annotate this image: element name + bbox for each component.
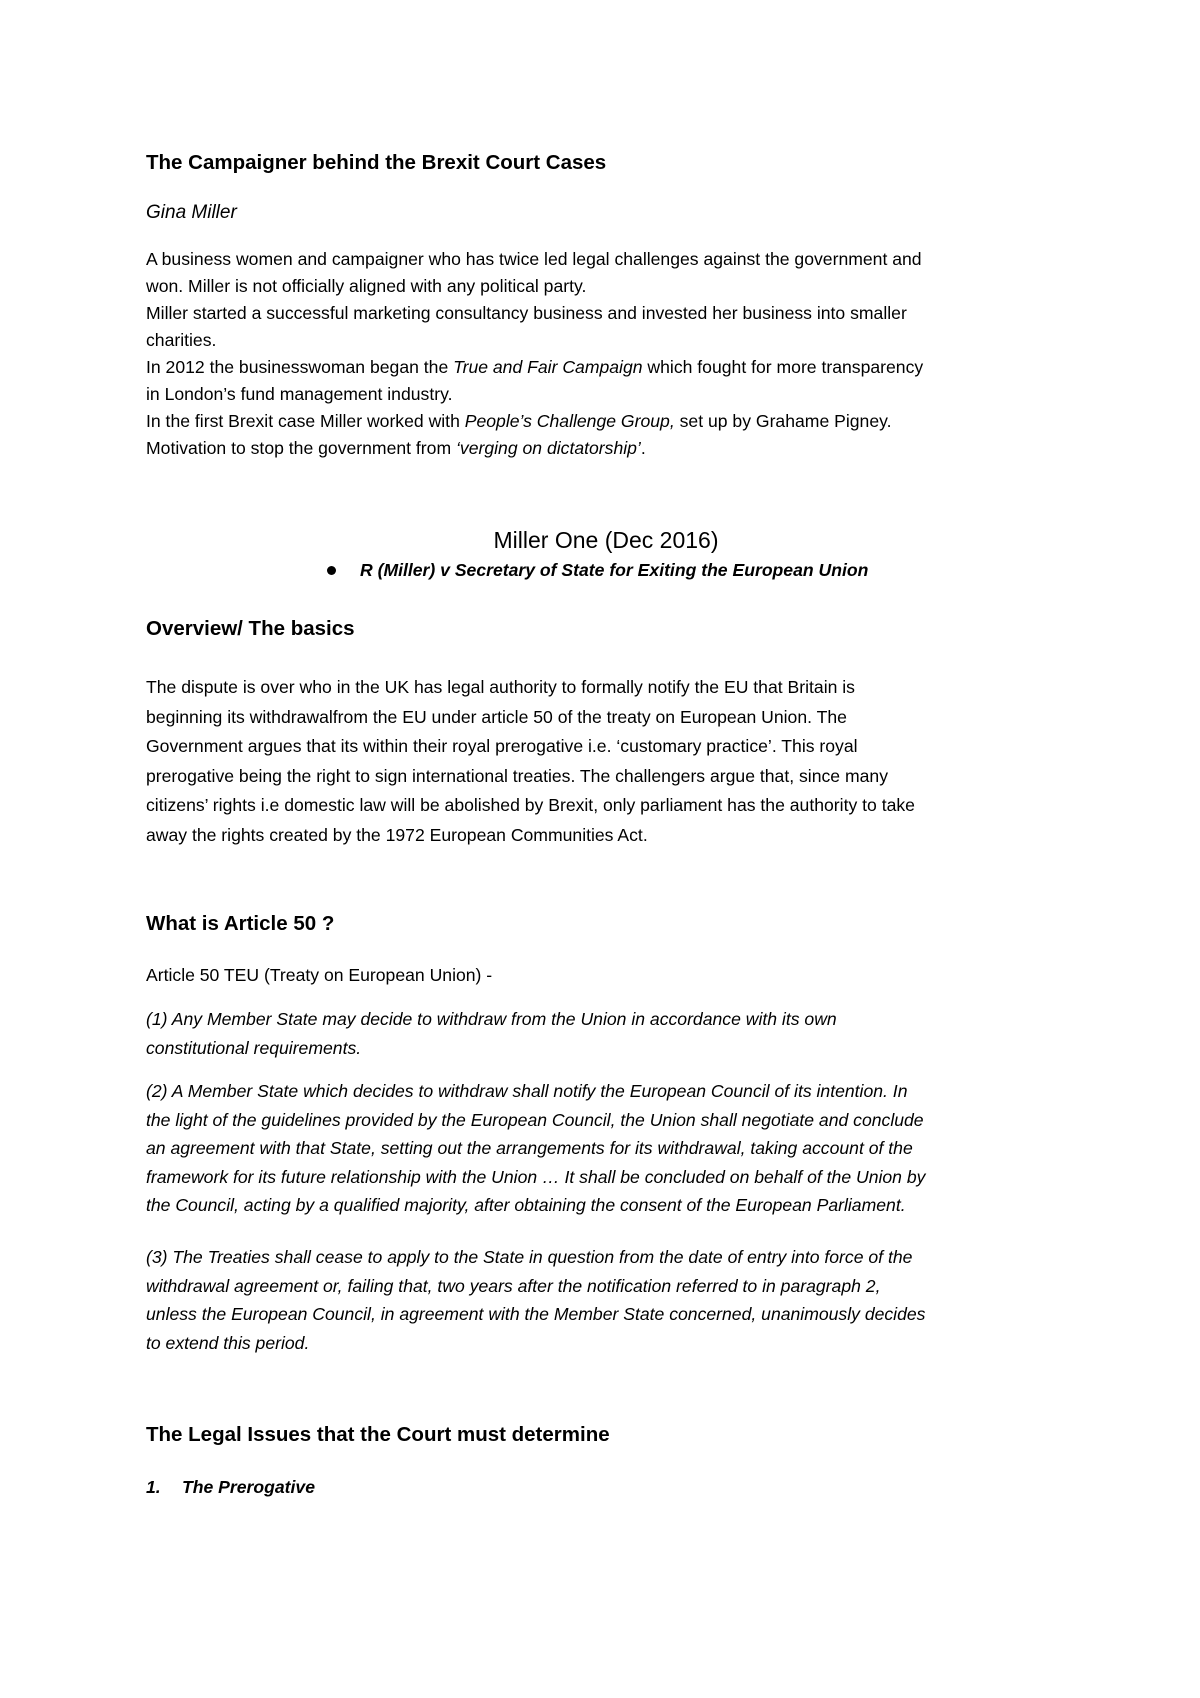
intro-line bbox=[146, 354, 1056, 381]
group-name: People’s Challenge Group, bbox=[464, 411, 675, 431]
subtitle-block bbox=[146, 200, 1056, 226]
article50-paragraph-2 bbox=[146, 1077, 1056, 1220]
document-page bbox=[146, 0, 1056, 1698]
intro-line: won. Miller is not officially aligned with any political party. bbox=[146, 276, 587, 296]
case-name: R (Miller) v Secretary of State for Exiting the European Union bbox=[360, 560, 869, 580]
article50-line: (2) A Member State which decides to withdraw shall notify the European Council of its intention. In bbox=[146, 1081, 908, 1101]
intro-text: . bbox=[640, 438, 646, 458]
article50-paragraph-1 bbox=[146, 1005, 1056, 1062]
overview-line: citizens’ rights i.e domestic law will be abolished by Brexit, only parliament has the authority to take bbox=[146, 795, 915, 815]
bullet-icon bbox=[327, 566, 336, 575]
article50-paragraph-3 bbox=[146, 1243, 1056, 1357]
legal-issue-label: The Prerogative bbox=[182, 1477, 315, 1497]
overview-line: away the rights created by the 1972 European Communities Act. bbox=[146, 824, 648, 845]
article50-line: unless the European Council, in agreement with the Member State concerned, unanimously decides bbox=[146, 1304, 926, 1324]
legal-issues-heading-block bbox=[146, 1422, 1056, 1448]
article50-line: framework for its future relationship with the Union … It shall be concluded on behalf of the Union by bbox=[146, 1166, 926, 1187]
overview-heading-block bbox=[146, 616, 1056, 642]
article50-heading: What is Article 50 ? bbox=[146, 912, 335, 935]
case-name-bullet-item bbox=[146, 557, 1056, 585]
intro-text: set up by Grahame Pigney. bbox=[674, 411, 892, 431]
overview-line: prerogative being the right to sign international treaties. The challengers argue that, since many bbox=[146, 765, 888, 786]
intro-line bbox=[146, 435, 1056, 462]
intro-line bbox=[146, 408, 1056, 435]
overview-line: The dispute is over who in the UK has legal authority to formally notify the EU that Britain is bbox=[146, 677, 855, 697]
intro-paragraph bbox=[146, 246, 1056, 462]
article50-heading-block bbox=[146, 911, 1056, 937]
overview-paragraph bbox=[146, 673, 1056, 850]
article50-line: the Council, acting by a qualified majority, after obtaining the consent of the European Parliament. bbox=[146, 1195, 906, 1215]
article50-line: withdrawal agreement or, failing that, two years after the notification referred to in paragraph 2, bbox=[146, 1275, 881, 1296]
case-section-title: Miller One (Dec 2016) bbox=[493, 527, 719, 553]
intro-line: Miller started a successful marketing consultancy business and invested her business into smaller bbox=[146, 303, 907, 323]
legal-issues-heading: The Legal Issues that the Court must determine bbox=[146, 1423, 610, 1446]
document-subtitle: Gina Miller bbox=[146, 202, 237, 223]
intro-text: In the first Brexit case Miller worked with bbox=[146, 411, 465, 431]
campaign-name: True and Fair Campaign bbox=[453, 357, 643, 377]
article50-line: the light of the guidelines provided by the European Council, the Union shall negotiate and conclude bbox=[146, 1109, 924, 1130]
article50-line: (1) Any Member State may decide to withdraw from the Union in accordance with its own bbox=[146, 1009, 837, 1029]
document-title-block bbox=[146, 150, 1056, 176]
article50-intro-block bbox=[146, 962, 1056, 989]
article50-line: constitutional requirements. bbox=[146, 1037, 362, 1058]
intro-text: Motivation to stop the government from bbox=[146, 438, 456, 458]
intro-text: In 2012 the businesswoman began the bbox=[146, 357, 454, 377]
intro-line: charities. bbox=[146, 330, 217, 350]
quote-text: ‘verging on dictatorship’ bbox=[456, 438, 641, 458]
article50-line: (3) The Treaties shall cease to apply to the State in question from the date of entry into force of the bbox=[146, 1247, 913, 1267]
document-title: The Campaigner behind the Brexit Court Cases bbox=[146, 151, 607, 174]
article50-line: an agreement with that State, setting out the arrangements for its withdrawal, taking account of the bbox=[146, 1138, 913, 1158]
intro-line: A business women and campaigner who has twice led legal challenges against the government and bbox=[146, 249, 922, 269]
overview-heading: Overview/ The basics bbox=[146, 617, 355, 640]
overview-line: beginning its withdrawalfrom the EU under article 50 of the treaty on European Union. The bbox=[146, 706, 847, 727]
legal-issue-number: 1. bbox=[146, 1477, 161, 1497]
article50-intro: Article 50 TEU (Treaty on European Union) - bbox=[146, 965, 493, 985]
legal-issue-item bbox=[146, 1474, 315, 1501]
article50-line: to extend this period. bbox=[146, 1332, 310, 1353]
overview-line: Government argues that its within their royal prerogative i.e. ‘customary practice’. This royal bbox=[146, 736, 858, 756]
intro-line: in London’s fund management industry. bbox=[146, 384, 453, 404]
intro-text: which fought for more transparency bbox=[642, 357, 924, 377]
